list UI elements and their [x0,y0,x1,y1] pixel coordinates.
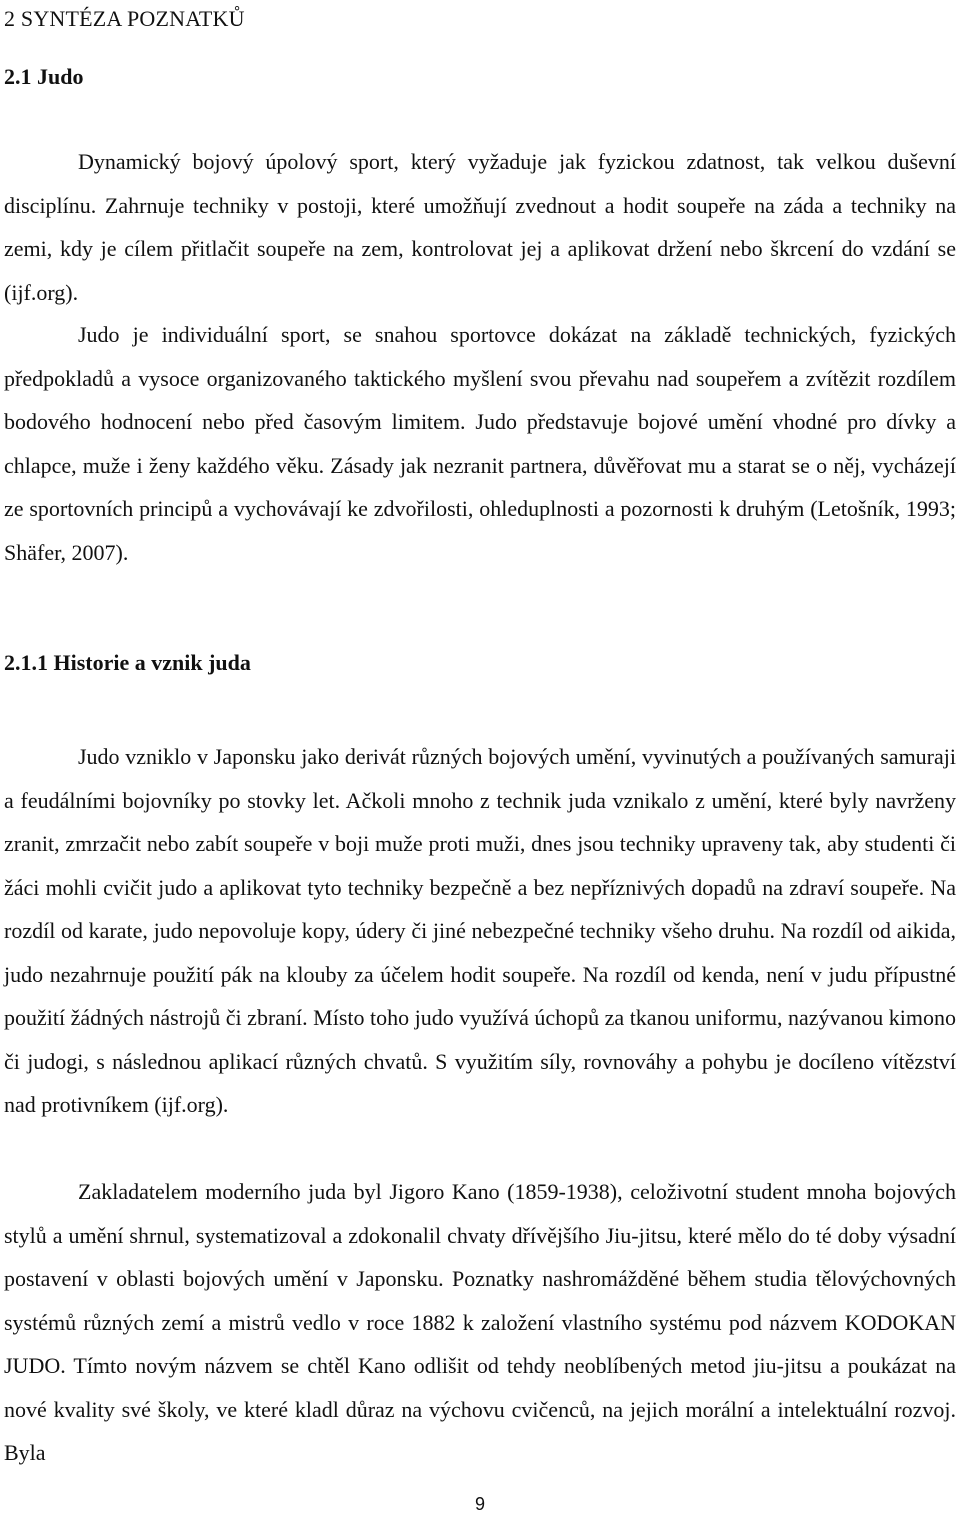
subsection-heading: 2.1.1 Historie a vznik juda [4,650,251,675]
paragraph [4,735,956,1127]
chapter-heading: 2 SYNTÉZA POZNATKŮ [4,6,245,31]
paragraph [4,140,956,314]
paragraph-text: Dynamický bojový úpolový sport, který vyžaduje jak fyzickou zdatnost, tak velkou duševní disciplínu. Zahrnuje techniky v postoji, které umožňují zvednout a hodit soupeře na záda a techniky na zemi, kdy je cílem přitlačit soupeře na zem, kontrolovat jej a aplikovat držení nebo škrcení do vzdání se (ijf.org). [4,149,956,305]
section-heading: 2.1 Judo [4,64,84,89]
paragraph [4,1170,956,1475]
paragraph-text: Judo je individuální sport, se snahou sportovce dokázat na základě technických, fyzických předpokladů a vysoce organizovaného taktického myšlení svou převahu nad soupeřem a zvítězit rozdílem bodového hodnocení nebo před časovým limitem. Judo představuje bojové umění vhodné pro dívky a chlapce, muže i ženy každého věku. Zásady jak nezranit partnera, důvěřovat mu a starat se o něj, vycházejí ze sportovních principů a vychovávají ke zdvořilosti, ohleduplnosti a pozornosti k druhým (Letošník, 1993; Shäfer, 2007). [4,322,956,565]
paragraph-text: Zakladatelem moderního juda byl Jigoro Kano (1859-1938), celoživotní student mnoha bojových stylů a umění shrnul, systematizoval a zdokonalil chvaty dřívějšího Jiu-jitsu, které mělo do té doby výsadní postavení v oblasti bojových umění v Japonsku. Poznatky nashromážděné během studia tělovýchovných systémů různých zemí a mistrů vedlo v roce 1882 k založení vlastního systému pod názvem KODOKAN JUDO. Tímto novým názvem se chtěl Kano odlišit od tehdy neoblíbených metod jiu-jitsu a poukázat na nové kvality své školy, ve které kladl důraz na výchovu cvičenců, na jejich morální a intelektuální rozvoj. Byla [4,1179,956,1465]
paragraph-text: Judo vzniklo v Japonsku jako derivát různých bojových umění, vyvinutých a používaných samuraji a feudálními bojovníky po stovky let. Ačkoli mnoho z technik juda vznikalo z umění, které byly navrženy zranit, zmrzačit nebo zabít soupeře v boji muže proti muži, dnes jsou techniky upraveny tak, aby studenti či žáci mohli cvičit judo a aplikovat tyto techniky bezpečně a bez nepříznivých dopadů na zdraví soupeře. Na rozdíl od karate, judo nepovoluje kopy, údery či jiné nebezpečné techniky všeho druhu. Na rozdíl od aikida, judo nezahrnuje použití pák na klouby za účelem hodit soupeře. Na rozdíl od kenda, není v judu přípustné použití žádných nástrojů či zbraní. Místo toho judo využívá úchopů za tkanou uniformu, nazývanou kimono či judogi, s následnou aplikací různých chvatů. S využitím síly, rovnováhy a pohybu je docíleno vítězství nad protivníkem (ijf.org). [4,744,956,1117]
paragraph [4,313,956,574]
page-number: 9 [474,1494,485,1514]
